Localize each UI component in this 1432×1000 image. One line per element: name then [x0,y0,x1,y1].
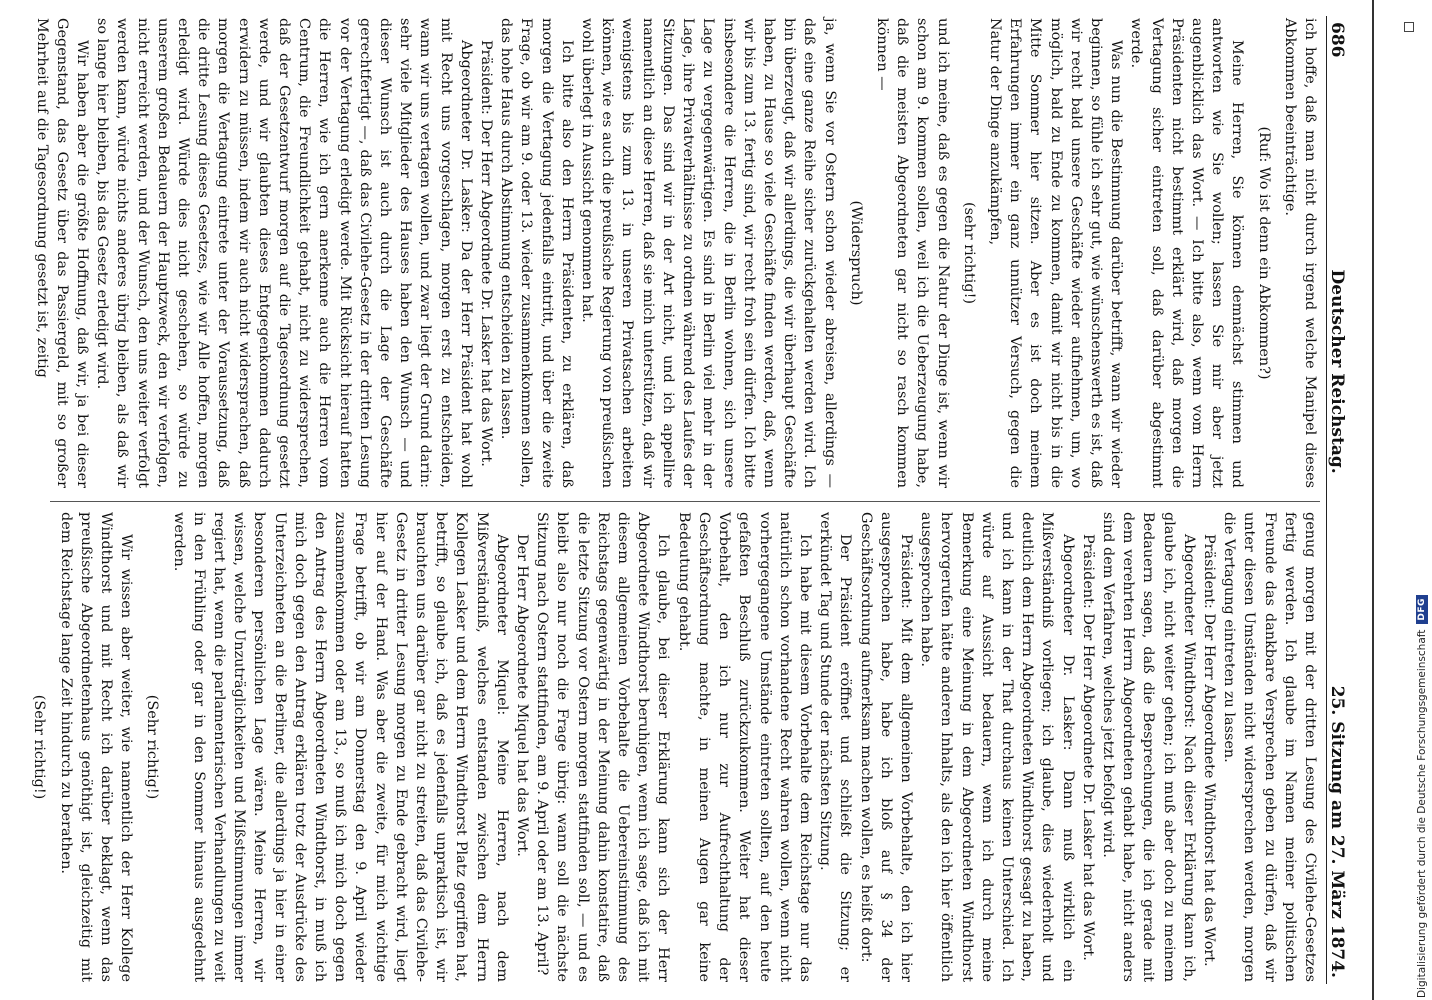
interjection: (sehr richtig!) [960,201,977,305]
paragraph: Was nun die Bestimmung darüber betrifft, wann wir wieder beginnen, so fühle ich sehr gut, wie wünschenswerth es ist, daß wir recht bald unsere Geschäfte wieder aufnehmen, um, wo möglich, bald zu Ende zu kommen, damit wir nicht bis in die Mitte Sommer hier sitzen. Aber es ist doch meinem Erfahrungen immer ein ganz unnützer Versuch, gegen die Natur der Dinge anzukämpfen, [986,18,1125,488]
column-divider [50,501,1320,502]
speaker-paragraph: Präsident: Mit dem allgemeinen Vorbehalte, den ich hier ausgesprochen habe, habe ich bloß auf § 34 der Geschäftsordnung aufmerksam machen wollen, es heißt dort: [857,512,914,982]
corner-mark [1404,22,1414,32]
paragraph: genug morgen mit der dritten Lesung des Civilehe-Gesetzes fertig werden. Ich glaube im Namen meiner politischen Freunde das dankbare Versprechen geben zu dürfen, daß wir unter diesen Umständen nicht widersprechen werden, morgen die Vertagung eintreten zu lassen. [1221,512,1318,982]
page-header [1326,16,1360,984]
session-date: 25. Sitzung am 27. März 1874. [1327,685,1347,978]
page-number: 686 [1327,22,1347,58]
right-column [23,512,1320,982]
speaker-paragraph: Präsident: Der Herr Abgeordnete Windthorst hat das Wort. [1200,534,1217,967]
paragraph: Der Herr Abgeordnete Miquel hat das Wort. [514,534,531,857]
speaker-paragraph: Abgeordneter Dr. Lasker: Dann muß wirklich ein Mißverständniß vorliegen; ich glaube, dies wiederholt und deutlich dem Herrn Abgeordneten Windthorst gesagt zu haben, und ich kann in der That durchaus keinen Unterschied. Ich würde auf Aussicht bedauern, wenn ich durch meine Bemerkung eine Meinung in dem Abgeordneten Windthorst hervorgerufen hätte anderen Inhalts, als den ich hier öffentlich ausgesprochen habe. [918,512,1076,982]
page-title: Deutscher Reichstag. [1327,269,1347,474]
digitization-footer [1416,595,1428,998]
paragraph: ja, wenn Sie vor Ostern schon wieder abreisen, allerdings — daß eine ganze Reihe sicher zurückgehalten werden wird. Ich bin überzeugt, daß wir allerdings, die wir überhaupt Geschäfte haben, zu Hause so viele Geschäfte finden werden, daß, wenn wir bis zum 13. fertig sind, wir recht froh sein dürfen. Ich bitte insbesondere die Herren, die in Berlin wohnen, sich unsere Lage zu vergegenwärtigen. Es sind in Berlin viel mehr in der Lage, ihre Privatverhältnisse zu ordnen während des Laufes der Sitzungen. Das sind wir in der Art nicht, und ich appellire namentlich an diese Herren, daß sie mich unterstützen, daß wir wenigstens bis zum 13. in unseren Privatsachen arbeiten können, wie es auch die preußische Regierung von preußischen wohl überlegt in Aussicht genommen hat. [579,18,838,488]
dfg-logo: DFG [1416,595,1428,624]
paragraph: Ich glaube, bei dieser Erklärung kann sich der Herr Abgeordnete Windthorst beruhigen, wenn ich sage, daß ich mit diesem allgemeinen Vorbehalte die Uebereinstimmung des Reichstags gegenwärtig in der Meinung dahin konstatire, daß die letzte Sitzung vor Ostern morgen stattfinden soll, — und es bleibt also nur noch die Frage übrig: wann soll die nächste Sitzung nach Ostern stattfinden, am 9. April oder am 13. April? [534,512,672,982]
quotation: Der Präsident eröffnet und schließt die Sitzung; er verkündet Tag und Stunde der nächsten Sitzung. [817,512,854,982]
paragraph: Ich bitte also den Herrn Präsidenten, zu erklären, daß morgen die Vertagung jedenfalls eintritt, und über die zweite Frage, ob wir am 9. oder 13. wieder zusammenkommen sollen, das hohe Haus durch Abstimmung entscheiden zu lassen. [498,18,575,488]
page-edge-line [1372,0,1374,1000]
speaker-paragraph: Präsident: Der Herr Abgeordnete Dr. Lasker hat das Wort. [478,40,495,467]
paragraph: und ich meine, daß es gegen die Natur der Dinge ist, wenn wir schon am 9. kommen sollen, weil ich die Ueberzeugung habe, daß die meisten Abgeordneten gar nicht so rasch kommen können — [873,18,951,488]
interjection: (Ruf: Wo ist denn ein Abkommen?) [1255,126,1272,380]
paragraph: Ich habe mit diesem Vorbehalte dem Reichstage nur das natürlich schon vorhandene Recht wahren wollen, wenn nicht vorhergegangene Umstände eintreten sollten, auf den heute gefaßten Beschluß zurückzukommen. Weiter hat dieser Vorbehalt, den ich nur zur Aufrechthaltung der Geschäftsordnung machte, in meinen Augen gar keine Bedeutung gehabt. [675,512,813,982]
left-column [31,18,1320,488]
interjection: (Sehr richtig!) [31,694,48,800]
paragraph: ich hoffe, daß man nicht durch irgend welche Manipel dieses Abkommen beeinträchtige. [1281,18,1318,488]
speaker-paragraph: Abgeordneter Windthorst: Nach dieser Erklärung kann ich, glaube ich, nicht weiter gehen; ich muß aber doch zu meinem Bedauern sagen, daß die Besprechungen, die ich gerade mit dem verehrten Herrn Abgeordneten gehabt habe, nicht anders sind dem Verfahren, welches jetzt befolgt wird. [1099,512,1197,982]
paragraph: Wir wissen aber weiter, wie namentlich der Herr Kollege Windthorst und mit Recht ich darüber beklagt, wenn das preußische Abgeordnetenhaus genöthigt ist, gleichzeitig mit dem Reichstage lange Zeit hindurch zu berathen. [57,512,135,982]
footer-text: Digitalisierung gefördert durch die Deutsche Forschungsgemeinschaft [1416,629,1428,998]
speaker-paragraph: Abgeordneter Dr. Lasker: Da der Herr Präsident hat wohl mit Recht uns vorgeschlagen, morgen erst zu entscheiden, wann wir uns vertagen wollen, und zwar liegt der Grund darin: sehr viele Mitglieder des Hauses haben den Wunsch — und dieser Wunsch ist auch durch die Lage der Geschäfte gerechtfertigt —, daß das Civilehe-Gesetz in der dritten Lesung vor der Vertagung erledigt werde. Mit Rücksicht hierauf hatten die Herren, wie ich gern anerkenne auch die Herren vom Centrum, die Freundlichkeit gehabt, nicht zu widersprechen, daß der Gesetzentwurf morgen auf die Tagesordnung gesetzt werde, und wir glaubten dieses Entgegenkommen dadurch erwidern zu müssen, indem wir auch nicht widersprachen, daß morgen die Vertagung eintrete unter der Voraussetzung, daß die dritte Lesung dieses Gesetzes, wie wir Alle hoffen, morgen erledigt wird. Würde dies nicht geschehen, so würde zu unserem großen Bedauern der Hauptzweck, den wir verfolgen, nicht erreicht werden, und der Wunsch, den uns weiter verfolgt werden kann, würde nichts anderes übrig bleiben, als daß wir so lange hier bleiben, bis das Gesetz erledigt wird. [94,18,474,488]
interjection: (Sehr richtig!) [144,694,161,800]
rotated-document [31,16,1360,984]
speaker-paragraph: Präsident: Der Herr Abgeordnete Dr. Lasker hat das Wort. [1079,534,1096,961]
speaker-paragraph: Abgeordneter Miquel: Meine Herren, nach dem Mißverständniß, welches entstanden zwischen dem Herrn Kollegen Lasker und dem Herrn Windthorst Platz gegriffen hat, betrifft, so glaube ich, daß es jedenfalls unpraktisch ist, wir brauchten uns darüber gar nicht zu streiten, daß das Civilehe-Gesetz in dritter Lesung morgen zu Ende gebracht wird, liegt hier auf der Hand. Was aber die zweite, für mich wichtige Frage betrifft, ob wir am Donnerstag den 9. April wieder zusammenkommen oder am 13., so muß ich mich doch gegen den Antrag des Herrn Abgeordneten Windthorst, in muß ich mich doch gegen den Antrag erklären trotz der Ausdrücke des Unterzeichneten an die Berliner, die allerdings ja hier in einer besonderen persönlichen Lage wären. Meine Herren, wir wissen, welche Unzuträglichkeiten und Mißstimmungen immer regiert hat, wenn die parlamentarischen Verhandlungen zu weit in den Frühling oder gar in den Sommer hinaus ausgedehnt werden. [170,512,510,982]
paragraph: Wir haben aber die größte Hoffnung, daß wir, ja bei dieser Gegenstand, das Gesetz über das Passiergeld, mit so großer Mehrheit auf die Tagesordnung gesetzt ist, zeitig [33,18,91,488]
interjection: (Widerspruch) [847,200,864,306]
paragraph: Meine Herren, Sie können demnächst stimmen und antworten wie Sie wollen; lassen Sie mir aber jetzt augenblicklich das Wort. — Ich bitte also, wenn vom Herrn Präsidenten nicht bestimmt erklärt wird, daß morgen die Vertagung sicher eintreten soll, daß darüber abgestimmt werde. [1128,18,1246,488]
